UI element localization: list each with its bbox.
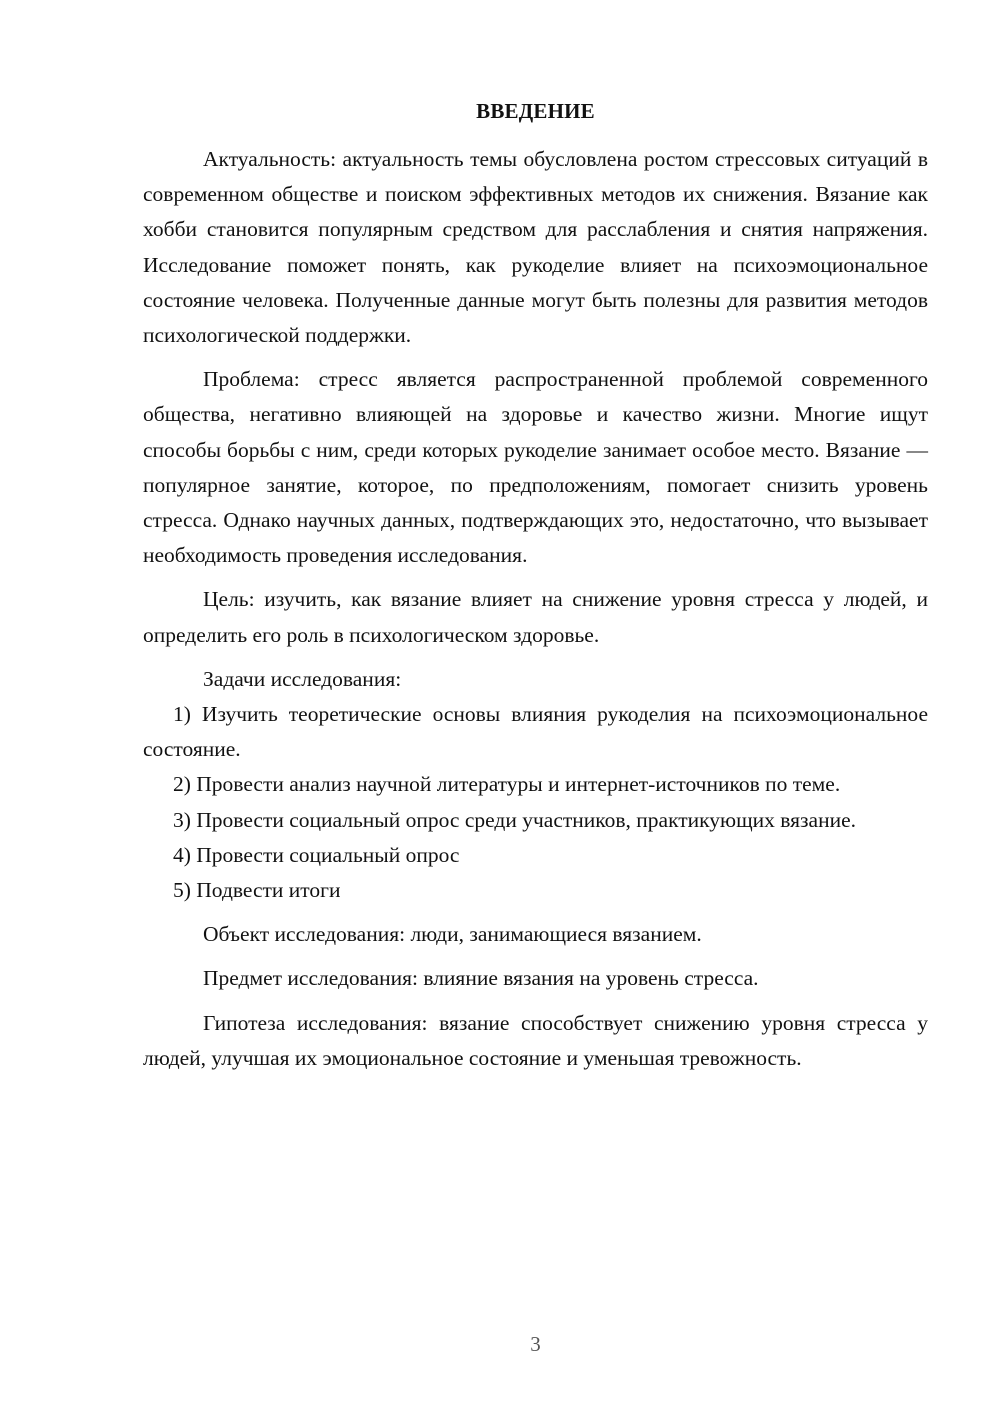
page-number: 3 — [530, 1332, 541, 1356]
paragraph-goal: Цель: изучить, как вязание влияет на снижение уровня стресса у людей, и определить его роль в психологическом здоровье. — [143, 587, 928, 647]
paragraph-problem: Проблема: стресс является распространенной проблемой современного общества, негативно влияющей на здоровье и качество жизни. Многие ищут способы борьбы с ним, среди которых рукоделие занимает особое место. Вязание — популярное занятие, которое, по предположениям, помогает снизить уровень стресса. Однако научных данных, подтверждающих это, недостаточно, что вызывает необходимость проведения исследования. — [143, 367, 928, 568]
task-item-2: 2) Провести анализ научной литературы и интернет-источников по теме. — [173, 772, 841, 797]
section-heading: ВВЕДЕНИЕ — [476, 99, 595, 123]
paragraph-subject: Предмет исследования: влияние вязания на уровень стресса. — [203, 966, 759, 991]
paragraph-relevance: Актуальность: актуальность темы обусловлена ростом стрессовых ситуаций в современном обществе и поиском эффективных методов их снижения. Вязание как хобби становится популярным средством для расслабления и снятия напряжения. Исследование поможет понять, как рукоделие влияет на психоэмоциональное состояние человека. Полученные данные могут быть полезны для развития методов психологической поддержки. — [143, 147, 928, 348]
task-item-4: 4) Провести социальный опрос — [173, 842, 460, 867]
paragraph-object: Объект исследования: люди, занимающиеся вязанием. — [203, 922, 702, 947]
task-item-5: 5) Подвести итоги — [173, 878, 341, 903]
document-body — [143, 142, 928, 1076]
paragraph-hypothesis: Гипотеза исследования: вязание способствует снижению уровня стресса у людей, улучшая их эмоциональное состояние и уменьшая тревожность. — [143, 1010, 928, 1070]
document-page — [143, 0, 928, 1414]
task-item-1: 1) Изучить теоретические основы влияния рукоделия на психоэмоциональное состояние. — [143, 702, 928, 762]
tasks-heading: Задачи исследования: — [203, 666, 402, 691]
task-item-3: 3) Провести социальный опрос среди участников, практикующих вязание. — [173, 807, 857, 832]
